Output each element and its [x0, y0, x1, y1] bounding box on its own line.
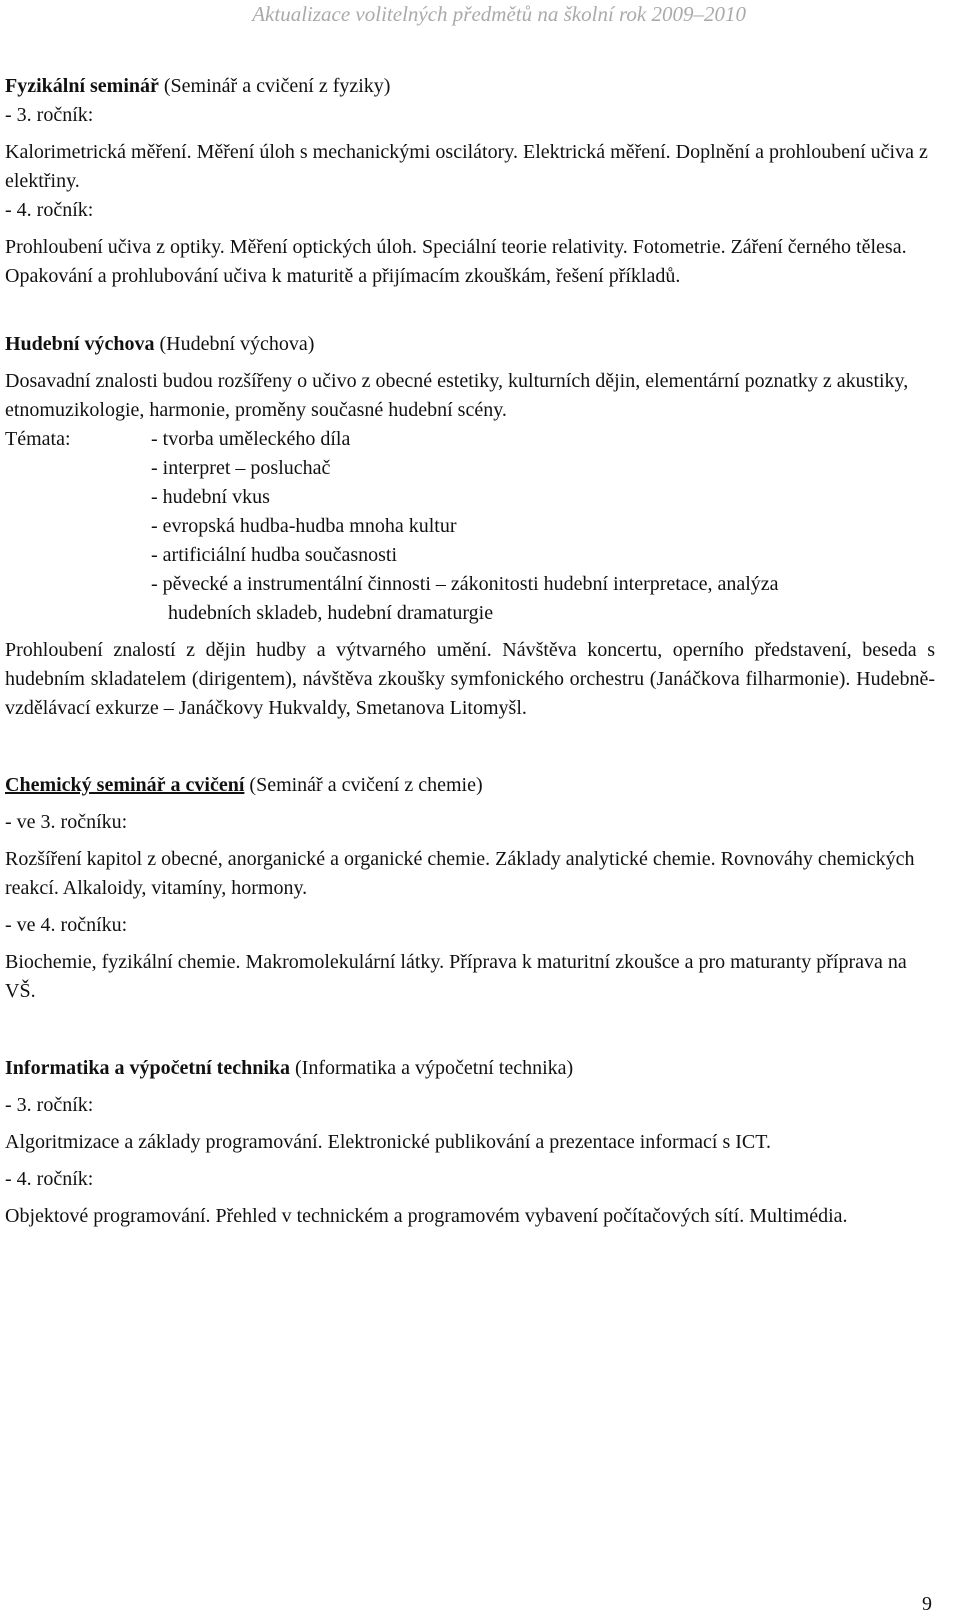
section-title-bold: Fyzikální seminář [5, 75, 159, 97]
section-title-subtitle: (Seminář a cvičení z chemie) [244, 774, 483, 796]
year-label: - 4. ročník: [5, 1168, 94, 1190]
topic-item: - pěvecké a instrumentální činnosti – zákonitosti hudební interpretace, analýza [151, 573, 779, 595]
section-title [5, 330, 935, 359]
topic-item: - evropská hudba-hudba mnoha kultur [151, 515, 457, 537]
topic-item: - interpret – posluchač [151, 457, 331, 479]
year-content: Prohloubení učiva z optiky. Měření optických úloh. Speciální teorie relativity. Fotometrie. Záření černého tělesa. Opakování a prohlubování učiva k maturitě a přijímacím zkouškám, řešení příkladů. [5, 236, 907, 287]
topics-list [151, 425, 935, 628]
section-intro: Dosavadní znalosti budou rozšířeny o učivo z obecné estetiky, kulturních dějin, elementární poznatky z akustiky, etnomuzikologie, harmonie, proměny současné hudební scény. [5, 370, 909, 421]
topic-item: - artificiální hudba současnosti [151, 544, 398, 566]
page-number: 9 [922, 1593, 932, 1615]
year-label: - 4. ročník: [5, 199, 94, 221]
year-content: Rozšíření kapitol z obecné, anorganické a organické chemie. Základy analytické chemie. Rovnováhy chemických reakcí. Alkaloidy, vitamíny, hormony. [5, 848, 915, 899]
year-label: - 3. ročník: [5, 1094, 94, 1116]
section-title-bold: Chemický seminář a cvičení [5, 774, 245, 796]
year-label: - ve 3. ročníku: [5, 811, 128, 833]
year-content: Kalorimetrická měření. Měření úloh s mechanickými oscilátory. Elektrická měření. Doplnění a prohloubení učiva z elektřiny. [5, 141, 928, 192]
document-page [5, 0, 940, 1620]
section-title [5, 771, 935, 800]
section-title-bold: Hudební výchova [5, 333, 155, 355]
section-title-subtitle: (Hudební výchova) [154, 333, 315, 355]
document-body [5, 72, 935, 1231]
topic-item: - tvorba uměleckého díla [151, 428, 351, 450]
section-title-bold: Informatika a výpočetní technika [5, 1057, 290, 1079]
year-content: Objektové programování. Přehled v technickém a programovém vybavení počítačových sítí. Multimédia. [5, 1205, 848, 1227]
section-title [5, 72, 935, 101]
section-title-subtitle: (Seminář a cvičení z fyziky) [158, 75, 391, 97]
year-content: Algoritmizace a základy programování. Elektronické publikování a prezentace informací s ICT. [5, 1131, 771, 1153]
section-physics-seminar [5, 72, 935, 291]
section-title [5, 1054, 935, 1083]
topics-block [5, 425, 935, 628]
running-header: Aktualizace volitelných předmětů na školní rok 2009–2010 [252, 2, 746, 26]
section-informatics [5, 1054, 935, 1231]
section-music-education [5, 330, 935, 723]
topic-item-continuation: hudebních skladeb, hudební dramaturgie [168, 602, 494, 624]
year-label: - ve 4. ročníku: [5, 914, 128, 936]
section-outro: Prohloubení znalostí z dějin hudby a výtvarného umění. Návštěva koncertu, operního představení, beseda s hudebním skladatelem (dirigentem), návštěva zkoušky symfonického orchestru (Janáčkova filharmonie). Hudebně-vzdělávací exkurze – Janáčkovy Hukvaldy, Smetanova Litomyšl. [5, 639, 935, 719]
year-content: Biochemie, fyzikální chemie. Makromolekulární látky. Příprava k maturitní zkoušce a pro maturanty příprava na VŠ. [5, 951, 907, 1002]
topics-label: Témata: [5, 428, 71, 450]
topic-item: - hudební vkus [151, 486, 270, 508]
section-title-subtitle: (Informatika a výpočetní technika) [290, 1057, 574, 1079]
year-label: - 3. ročník: [5, 104, 94, 126]
section-chemistry-seminar [5, 771, 935, 1006]
